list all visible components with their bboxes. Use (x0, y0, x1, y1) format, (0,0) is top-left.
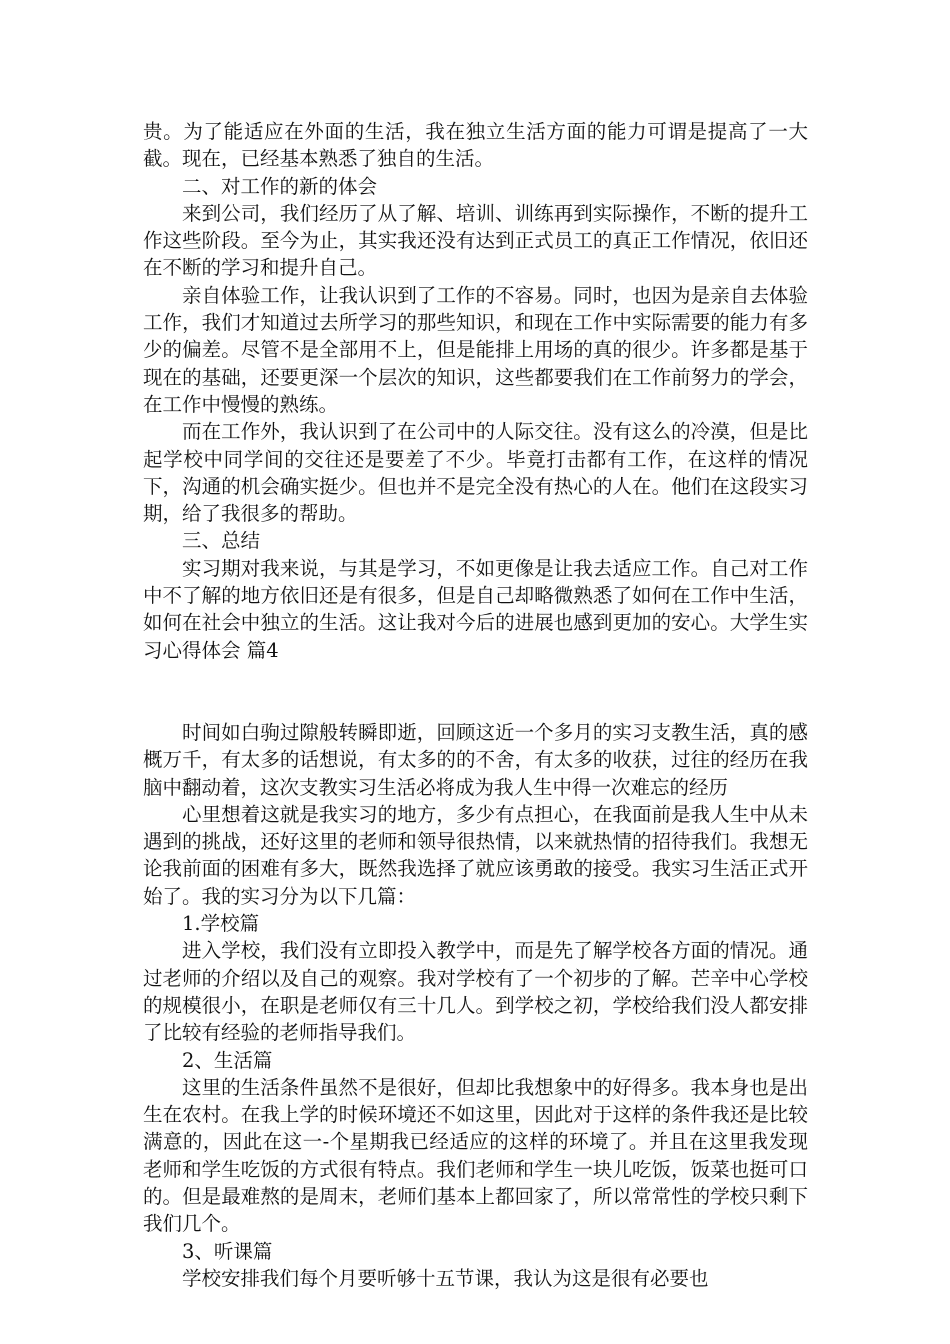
paragraph-school: 进入学校，我们没有立即投入教学中，而是先了解学校各方面的情况。通过老师的介绍以及自己的观察。我对学校有了一个初步的了解。芒辛中心学校的规模很小，在职是老师仅有三十几人。到学校之初，学校给我们没人都安排了比较有经验的老师指导我们。 (143, 939, 808, 1045)
heading-life: 2、生活篇 (182, 1048, 273, 1072)
paragraph-lecture: 学校安排我们每个月要听够十五节课，我认为这是很有必要也 (182, 1266, 709, 1290)
paragraph-intro: 贵。为了能适应在外面的生活，我在独立生活方面的能力可谓是提高了一大截。现在，已经基本熟悉了独自的生活。 (143, 120, 808, 171)
paragraph-opening-1: 时间如白驹过隙般转瞬即逝，回顾这近一个多月的实习支教生活，真的感概万千，有太多的话想说，有太多的的不舍，有太多的收获，过往的经历在我脑中翻动着，这次支教实习生活必将成为我人生中得一次难忘的经历 (143, 720, 808, 799)
document-page (143, 118, 808, 1292)
paragraph-work-2: 亲自体验工作，让我认识到了工作的不容易。同时，也因为是亲自去体验工作，我们才知道过去所学习的那些知识，和现在工作中实际需要的能力有多少的偏差。尽管不是全部用不上，但是能排上用场的真的很少。许多都是基于现在的基础，还要更深一个层次的知识，这些都要我们在工作前努力的学会，在工作中慢慢的熟练。 (143, 283, 808, 416)
heading-school: 1.学校篇 (182, 912, 260, 936)
heading-summary: 三、总结 (182, 529, 261, 553)
heading-work-experience: 二、对工作的新的体会 (182, 174, 378, 198)
paragraph-summary: 实习期对我来说，与其是学习，不如更像是让我去适应工作。自己对工作中不了解的地方依旧还是有很多，但是自己却略微熟悉了如何在工作中生活，如何在社会中独立的生活。这让我对今后的进展也感到更加的安心。大学生实习心得体会 篇4 (143, 556, 808, 662)
paragraph-work-3: 而在工作外，我认识到了在公司中的人际交往。没有这么的冷漠，但是比起学校中同学间的交往还是要差了不少。毕竟打击都有工作，在这样的情况下，沟通的机会确实挺少。但也并不是完全没有热心的人在。他们在这段实习期，给了我很多的帮助。 (143, 420, 808, 526)
paragraph-work-1: 来到公司，我们经历了从了解、培训、训练再到实际操作，不断的提升工作这些阶段。至今为止，其实我还没有达到正式员工的真正工作情况，依旧还在不断的学习和提升自己。 (143, 201, 808, 280)
heading-lecture: 3、听课篇 (182, 1239, 273, 1263)
paragraph-opening-2: 心里想着这就是我实习的地方，多少有点担心，在我面前是我人生中从未遇到的挑战，还好这里的老师和领导很热情，以来就热情的招待我们。我想无论我前面的困难有多大，既然我选择了就应该勇敢的接受。我实习生活正式开始了。我的实习分为以下几篇： (143, 802, 808, 908)
section-spacer (143, 664, 808, 719)
paragraph-life: 这里的生活条件虽然不是很好，但却比我想象中的好得多。我本身也是出生在农村。在我上学的时候环境还不如这里，因此对于这样的条件我还是比较满意的，因此在这一-个星期我已经适应的这样的环境了。并且在这里我发现老师和学生吃饭的方式很有特点。我们老师和学生一块儿吃饭，饭菜也挺可口的。但是最难熬的是周末，老师们基本上都回家了，所以常常性的学校只剩下我们几个。 (143, 1075, 808, 1236)
